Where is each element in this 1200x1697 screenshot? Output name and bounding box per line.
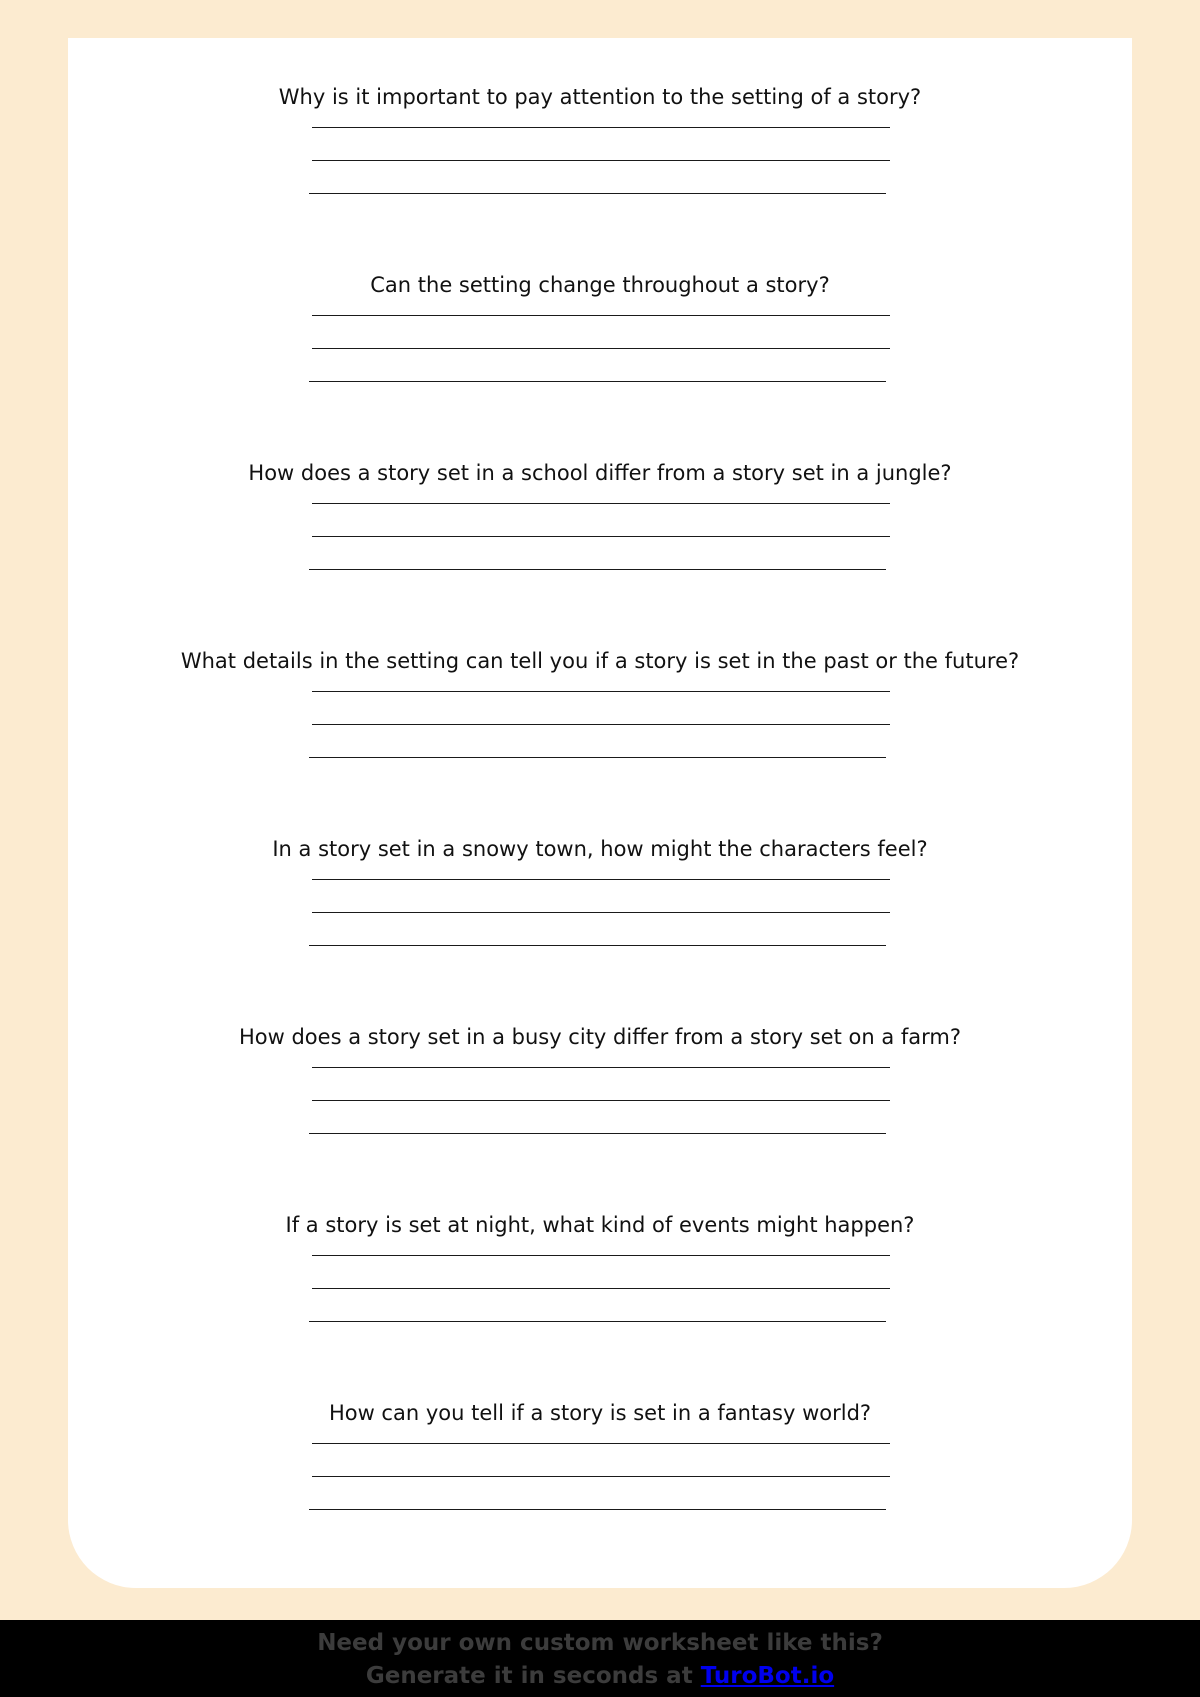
answer-line: [312, 724, 890, 725]
question-text: How does a story set in a busy city differ from a story set on a farm?: [238, 1025, 962, 1049]
answer-line: [309, 945, 886, 946]
answer-line: [312, 1443, 890, 1444]
answer-line: [312, 879, 890, 880]
question-text: If a story is set at night, what kind of events might happen?: [285, 1213, 915, 1237]
answer-line: [309, 1321, 886, 1322]
question-5: [68, 835, 1132, 863]
answer-line: [312, 127, 890, 128]
question-2: [68, 271, 1132, 299]
footer-cta-text: Generate it in seconds at: [365, 1663, 701, 1689]
question-text: How can you tell if a story is set in a fantasy world?: [328, 1401, 872, 1425]
footer-headline: Need your own custom worksheet like this?: [317, 1630, 883, 1656]
answer-line: [309, 757, 886, 758]
answer-line: [309, 569, 886, 570]
question-text: How does a story set in a school differ from a story set in a jungle?: [248, 461, 952, 485]
answer-line: [312, 1255, 890, 1256]
answer-line: [312, 1476, 890, 1477]
answer-line: [309, 1133, 886, 1134]
question-text: Can the setting change throughout a story?: [370, 273, 830, 297]
promo-footer: [0, 1620, 1200, 1697]
answer-line: [312, 536, 890, 537]
answer-line: [312, 1100, 890, 1101]
question-6: [68, 1023, 1132, 1051]
answer-line: [312, 1067, 890, 1068]
question-text: Why is it important to pay attention to the setting of a story?: [278, 85, 922, 109]
answer-line: [312, 503, 890, 504]
turobot-link[interactable]: TuroBot.io: [700, 1663, 835, 1689]
question-7: [68, 1211, 1132, 1239]
answer-line: [312, 315, 890, 316]
answer-line: [312, 691, 890, 692]
answer-line: [309, 1509, 886, 1510]
question-8: [68, 1399, 1132, 1427]
footer-cta: [0, 1661, 1200, 1691]
question-text: In a story set in a snowy town, how might the characters feel?: [272, 837, 928, 861]
question-1: [68, 83, 1132, 111]
answer-line: [312, 1288, 890, 1289]
answer-line: [309, 381, 886, 382]
answer-line: [309, 193, 886, 194]
answer-line: [312, 160, 890, 161]
answer-line: [312, 348, 890, 349]
question-text: What details in the setting can tell you if a story is set in the past or the future?: [180, 649, 1020, 673]
question-3: [68, 459, 1132, 487]
answer-line: [312, 912, 890, 913]
worksheet-sheet: [68, 38, 1132, 1588]
question-4: [68, 647, 1132, 675]
